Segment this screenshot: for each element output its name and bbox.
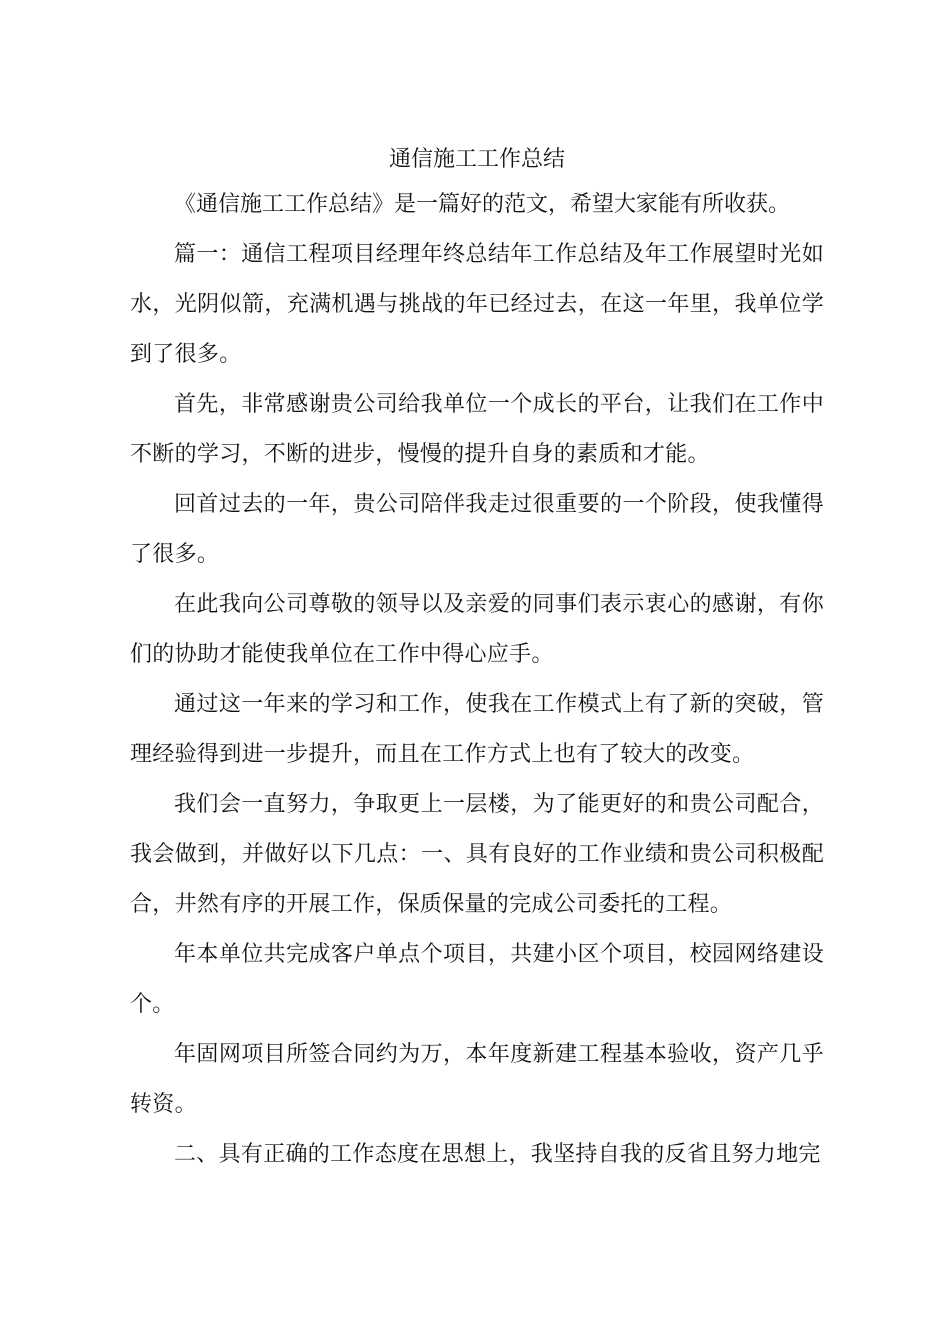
paragraph-4: 在此我向公司尊敬的领导以及亲爱的同事们表示衷心的感谢，有你们的协助才能使我单位在工作中得心应手。 — [130, 592, 824, 667]
paragraph-5: 通过这一年来的学习和工作，使我在工作模式上有了新的突破，管理经验得到进一步提升，而且在工作方式上也有了较大的改变。 — [130, 692, 824, 767]
paragraph-7: 年本单位共完成客户单点个项目，共建小区个项目，校园网络建设个。 — [130, 942, 824, 1017]
paragraph-9: 二、具有正确的工作态度在思想上，我坚持自我的反省且努力地完 — [174, 1142, 821, 1167]
paragraph-2: 首先，非常感谢贵公司给我单位一个成长的平台，让我们在工作中不断的学习，不断的进步，慢慢的提升自身的素质和才能。 — [130, 392, 824, 467]
paragraph-6: 我们会一直努力，争取更上一层楼，为了能更好的和贵公司配合，我会做到，并做好以下几点：一、具有良好的工作业绩和贵公司积极配合，井然有序的开展工作，保质保量的完成公司委托的工程。 — [130, 792, 824, 917]
paragraph-8: 年固网项目所签合同约为万，本年度新建工程基本验收，资产几乎转资。 — [130, 1042, 824, 1117]
document-body — [130, 140, 824, 1180]
paragraph-1: 篇一：通信工程项目经理年终总结年工作总结及年工作展望时光如水，光阴似箭，充满机遇与挑战的年已经过去，在这一年里，我单位学到了很多。 — [130, 242, 824, 367]
paragraph-3: 回首过去的一年，贵公司陪伴我走过很重要的一个阶段，使我懂得了很多。 — [130, 492, 824, 567]
document-title: 通信施工工作总结 — [388, 147, 565, 172]
intro-paragraph: 《通信施工工作总结》是一篇好的范文，希望大家能有所收获。 — [174, 192, 791, 217]
